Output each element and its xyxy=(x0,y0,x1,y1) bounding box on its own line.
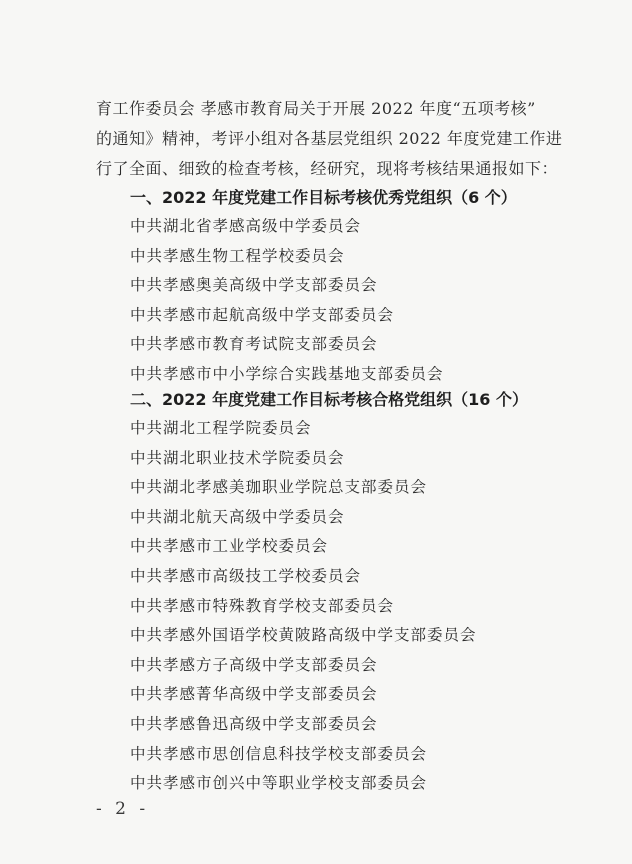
list-item: 中共孝感市教育考试院支部委员会 xyxy=(130,335,378,354)
intro-paragraph xyxy=(96,94,566,184)
intro-line: 育工作委员会 孝感市教育局关于开展 2022 年度“五项考核” xyxy=(96,99,536,118)
intro-line: 的通知》精神，考评小组对各基层党组织 2022 年度党建工作进 xyxy=(96,129,563,148)
section-heading-excellent: 一、2022 年度党建工作目标考核优秀党组织（6 个） xyxy=(130,188,517,207)
list-item: 中共孝感市思创信息科技学校支部委员会 xyxy=(130,744,428,763)
list-item: 中共孝感鲁迅高级中学支部委员会 xyxy=(130,714,378,733)
list-item: 中共湖北省孝感高级中学委员会 xyxy=(130,217,362,235)
list-item: 中共湖北孝感美珈职业学院总支部委员会 xyxy=(130,478,428,497)
list-item: 中共孝感市创兴中等职业学校支部委员会 xyxy=(130,774,428,793)
intro-line: 行了全面、细致的检查考核，经研究，现将考核结果通报如下： xyxy=(96,159,559,178)
list-item: 中共孝感市起航高级中学支部委员会 xyxy=(130,305,395,324)
list-item: 中共湖北航天高级中学委员会 xyxy=(130,507,345,526)
list-item: 中共孝感市特殊教育学校支部委员会 xyxy=(130,596,395,615)
list-item: 中共孝感市高级技工学校委员会 xyxy=(130,566,362,585)
qualified-org-list xyxy=(130,414,570,799)
section-qualified xyxy=(130,386,570,799)
section-heading-qualified: 二、2022 年度党建工作目标考核合格党组织（16 个） xyxy=(130,390,528,409)
list-item: 中共孝感市中小学综合实践基地支部委员会 xyxy=(130,364,444,383)
list-item: 中共孝感外国语学校黄陂路高级中学支部委员会 xyxy=(130,626,477,645)
list-item: 中共孝感生物工程学校委员会 xyxy=(130,246,345,265)
list-item: 中共孝感市工业学校委员会 xyxy=(130,537,329,556)
excellent-org-list xyxy=(130,212,570,390)
page-number: - 2 - xyxy=(96,799,150,819)
list-item: 中共孝感菁华高级中学支部委员会 xyxy=(130,685,378,704)
section-excellent xyxy=(130,184,570,390)
list-item: 中共孝感方子高级中学支部委员会 xyxy=(130,655,378,674)
list-item: 中共湖北职业技术学院委员会 xyxy=(130,448,345,467)
list-item: 中共湖北工程学院委员会 xyxy=(130,419,312,437)
list-item: 中共孝感奥美高级中学支部委员会 xyxy=(130,276,378,295)
